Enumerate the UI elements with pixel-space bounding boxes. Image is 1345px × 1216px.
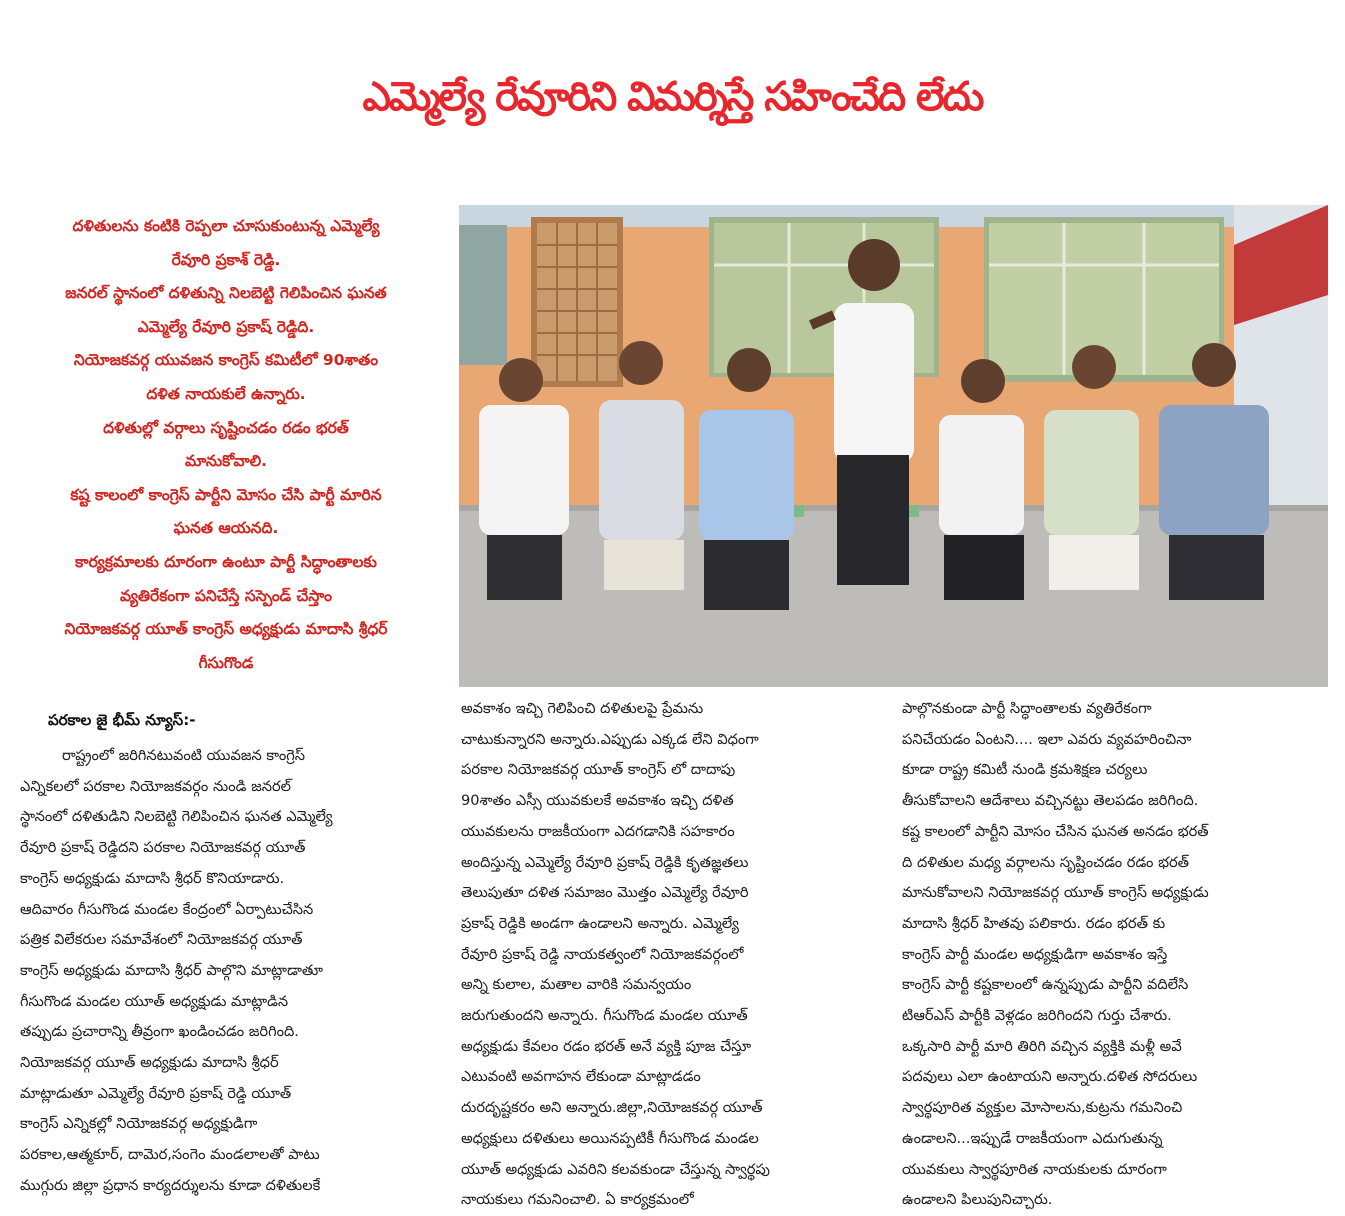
- article-line: మానుకోవాలని నియోజకవర్గ యూత్ కాంగ్రెస్ అధ్యక్షుడు: [902, 884, 1209, 902]
- article-line: పరకాల నియోజకవర్గ యూత్ కాంగ్రెస్ లో దాదాపు: [461, 761, 736, 779]
- article-line: ఒక్కసారి పార్టీ మారి తిరిగి వచ్చిన వ్యక్తికి మళ్లీ అవే: [902, 1037, 1182, 1055]
- highlight-line: రేవూరి ప్రకాశ్ రెడ్డి.: [171, 250, 281, 269]
- article-line: రేవూరి ప్రకాష్ రెడ్డి నాయకత్వంలో నియోజకవర్గంలో: [461, 945, 744, 963]
- article-line: కాంగ్రెస్ ఎన్నికల్లో నియోజకవర్గ అధ్యక్షుడిగా: [20, 1115, 258, 1133]
- article-line: మాదాసి శ్రీధర్ హితవు పలికారు. రడం భరత్ కు: [902, 914, 1166, 932]
- highlight-line: ఎమ్మెల్యే రేవూరి ప్రకాష్ రెడ్డిది.: [137, 317, 315, 336]
- article-line: స్థానంలో దళితుడిని నిలబెట్టి గెలిపించిన ఘనత ఎమ్మెల్యే: [20, 808, 333, 826]
- article-column-3: [902, 694, 1322, 1216]
- article-line: తెలుపుతూ దళిత సమాజం మొత్తం ఎమ్మెల్యే రేవూరి: [461, 884, 749, 902]
- highlight-line: జనరల్ స్థానంలో దళితున్ని నిలబెట్టి గెలిపించిన ఘనత: [65, 284, 387, 303]
- article-line: పదవులు ఎలా ఉంటాయని అన్నారు.దళిత సోదరులు: [902, 1068, 1198, 1086]
- article-line: అన్ని కులాల, మతాల వారికి సమన్వయం: [461, 976, 692, 994]
- byline: పరకాల జై భీమ్ న్యూస్:-: [48, 711, 196, 729]
- article-line: ఎన్నికలలో పరకాల నియోజకవర్గం నుండి జనరల్: [20, 777, 291, 795]
- highlight-line: దళితులను కంటికి రెప్పలా చూసుకుంటున్న ఎమ్మెల్యే: [72, 217, 380, 235]
- highlight-line: వ్యతిరేకంగా పనిచేస్తే సస్పెండ్ చేస్తాం: [119, 586, 333, 605]
- article-line: గీసుగొండ మండల యూత్ అధ్యక్షుడు మాట్లాడిన: [20, 992, 289, 1010]
- article-line: ఉండాలని పిలుపునిచ్చారు.: [902, 1191, 1053, 1209]
- highlight-line: మానుకోవాలి.: [185, 452, 267, 471]
- highlight-line: నియోజకవర్గ యువజన కాంగ్రెస్ కమిటీలో 90శాతం: [73, 351, 379, 370]
- article-line: ముగ్గురు జిల్లా ప్రధాన కార్యదర్శులను కూడా దళితులకే: [20, 1176, 321, 1194]
- highlight-line: దళిత నాయకులే ఉన్నారు.: [146, 384, 306, 403]
- article-line: నియోజకవర్గ యూత్ అధ్యక్షుడు మాదాసి శ్రీధర్: [20, 1054, 279, 1072]
- article-line: ఉండాలని...ఇప్పుడే రాజకీయంగా ఎదుగుతున్న: [902, 1129, 1163, 1147]
- article-line: అందిస్తున్న ఎమ్మెల్యే రేవూరి ప్రకాష్ రెడ్డికి కృతజ్ఞతలు: [461, 853, 749, 871]
- press-meet-photo: [459, 205, 1328, 687]
- article-line: అధ్యక్షులు దళితులు అయినప్పటికీ గీసుగొండ మండల: [461, 1129, 759, 1147]
- article-line: కాంగ్రెస్ అధ్యక్షుడు మాదాసి శ్రీధర్ కొనియాడారు.: [20, 869, 285, 887]
- article-line: కాంగ్రెస్ పార్టీ కష్టకాలంలో ఉన్నప్పుడు పార్టీని వదిలేసి: [902, 976, 1189, 994]
- article-line: నాయకులు గమనించాలి. ఏ కార్యక్రమంలో: [461, 1191, 694, 1209]
- article-line: స్వార్థపూరిత వ్యక్తుల మోసాలను,కుట్రను గమనించి: [902, 1099, 1183, 1117]
- news-photo: [459, 205, 1328, 687]
- highlight-line: కార్యక్రమాలకు దూరంగా ఉంటూ పార్టీ సిద్ధాంతాలకు: [75, 552, 377, 571]
- highlight-line: దళితుల్లో వర్గాలు సృష్టించడం రడం భరత్: [103, 418, 349, 437]
- article-line: తీసుకోవాలని ఆదేశాలు వచ్చినట్టు తెలపడం జరిగింది.: [902, 792, 1199, 810]
- article-line: అధ్యక్షుడు కేవలం రడం భరత్ అనే వ్యక్తి పూజ చేస్తూ: [461, 1037, 752, 1055]
- highlight-line: గీసుగొండ: [198, 653, 254, 672]
- article-line: పాల్గొనకుండా పార్టీ సిద్ధాంతాలకు వ్యతిరేకంగా: [902, 700, 1152, 717]
- article-line: ఆదివారం గీసుగొండ మండల కేంద్రంలో ఏర్పాటుచేసిన: [20, 900, 314, 918]
- article-line: కూడా రాష్ట్ర కమిటీ నుండి క్రమశిక్షణ చర్యలు: [902, 761, 1148, 779]
- article-line: జరుగుతుందని అన్నారు. గీసుగొండ మండల యూత్: [461, 1007, 748, 1025]
- article-line: పత్రిక విలేకరుల సమావేశంలో నియోజకవర్గ యూత్: [20, 931, 303, 949]
- article-column-2: [461, 694, 881, 1216]
- highlight-line: నియోజకవర్గ యూత్ కాంగ్రెస్ అధ్యక్షుడు మాదాసి శ్రీధర్: [64, 620, 388, 639]
- article-line: కాంగ్రెస్ పార్టీ మండల అధ్యక్షుడిగా అవకాశం ఇస్తే: [902, 945, 1168, 963]
- highlight-line: ఘనత ఆయనది.: [173, 519, 279, 538]
- article-line: టిఆర్ఎస్ పార్టీకి వెళ్లడం జరిగిందని గుర్తు చేశారు.: [902, 1007, 1172, 1025]
- article-line: దురదృష్టకరం అని అన్నారు.జిల్లా,నియోజకవర్గ యూత్: [461, 1099, 763, 1117]
- article-line: యూత్ అధ్యక్షుడు ఎవరిని కలవకుండా చేస్తున్న స్వార్థపు: [461, 1160, 771, 1178]
- article-line: అవకాశం ఇచ్చి గెలిపించి దళితులపై ప్రేమను: [461, 700, 704, 717]
- article-line: ది దళితుల మధ్య వర్గాలను సృష్టించడం రడం భరత్: [902, 853, 1190, 871]
- article-line: చాటుకున్నారని అన్నారు.ఎప్పుడు ఎక్కడ లేని విధంగా: [461, 730, 759, 748]
- article-line: రేవూరి ప్రకాష్ రెడ్డిదని పరకాల నియోజకవర్గ యూత్: [20, 839, 306, 857]
- article-line: యువకులు స్వార్థపూరిత నాయకులకు దూరంగా: [902, 1160, 1167, 1178]
- headline: ఎమ్మెల్యే రేవూరిని విమర్శిస్తే సహించేది లేదు: [362, 74, 983, 120]
- article-line: మాట్లాడుతూ ఎమ్మెల్యే రేవూరి ప్రకాష్ రెడ్డి యూత్: [20, 1084, 292, 1102]
- article-line: కాంగ్రెస్ అధ్యక్షుడు మాదాసి శ్రీధర్ పాల్గొని మాట్లాడాతూ: [20, 961, 324, 979]
- article-line: పరకాల,ఆత్మకూర్, దామెర,సంగెం మండలాలతో పాటు: [20, 1146, 320, 1164]
- highlight-line: కష్ట కాలంలో కాంగ్రెస్ పార్టీని మోసం చేసి పార్టీ మారిన: [70, 485, 382, 504]
- article-line: పనిచేయడం ఏంటని.... ఇలా ఎవరు వ్యవహరించినా: [902, 730, 1192, 748]
- article-column-1: [20, 741, 440, 1202]
- article-line: తప్పుడు ప్రచారాన్ని తీవ్రంగా ఖండించడం జరిగింది.: [20, 1023, 299, 1041]
- highlights-box: [10, 210, 442, 700]
- article-line: కష్ట కాలంలో పార్టీని మోసం చేసిన ఘనత అనడం భరత్: [902, 822, 1209, 840]
- article-line: 90శాతం ఎస్సీ యువకులకే అవకాశం ఇచ్చి దళిత: [461, 792, 734, 810]
- article-line: రాష్ట్రంలో జరిగినటువంటి యువజన కాంగ్రెస్: [62, 747, 306, 764]
- article-line: యువకులను రాజకీయంగా ఎదగడానికి సహకారం: [461, 822, 735, 840]
- article-line: ప్రకాష్ రెడ్డికి అండగా ఉండాలని అన్నారు. ఎమ్మెల్యే: [461, 914, 739, 932]
- article-line: ఎటువంటి అవగాహన లేకుండా మాట్లాడడం: [461, 1068, 701, 1086]
